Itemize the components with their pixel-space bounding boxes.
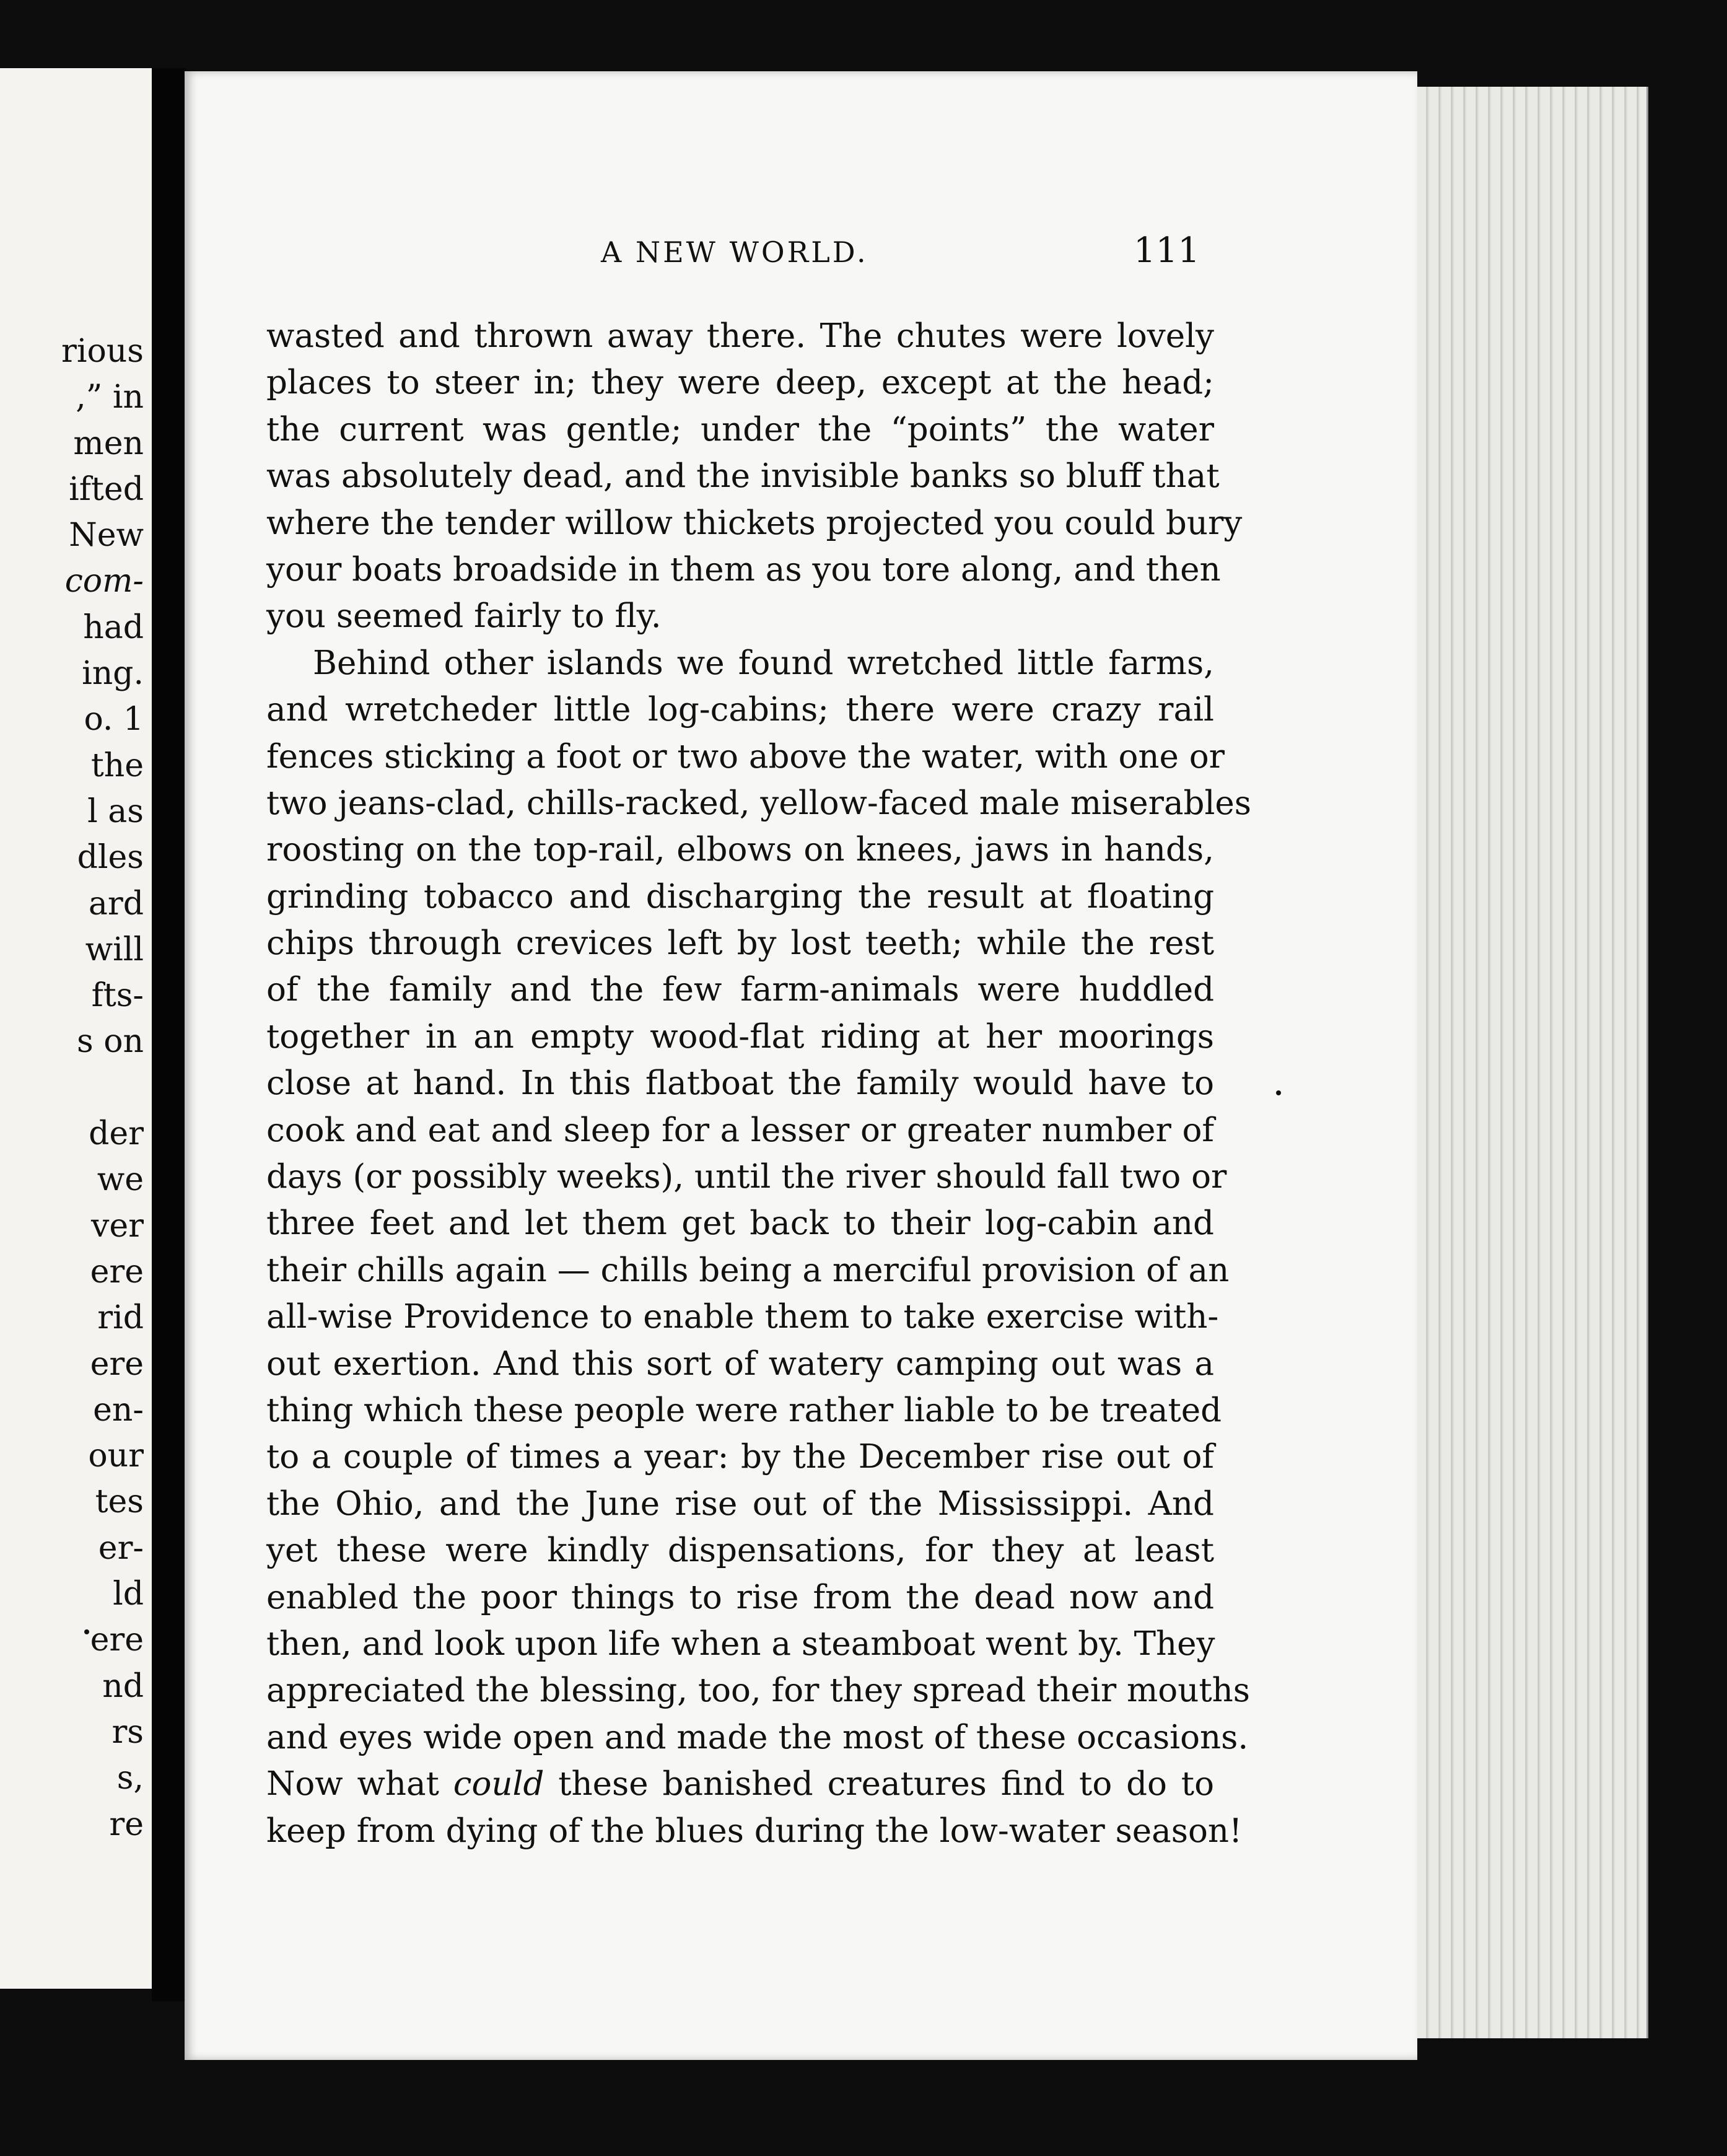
text-line: you seemed fairly to fly. bbox=[266, 597, 662, 636]
left-line: en- bbox=[93, 1391, 144, 1429]
text-line: was absolutely dead, and the invisible banks so bluff that bbox=[266, 457, 1220, 496]
italic-emphasis: could bbox=[453, 1765, 544, 1803]
left-line-italic: com- bbox=[64, 563, 144, 600]
left-line: nd bbox=[102, 1667, 144, 1705]
left-line: fts- bbox=[91, 977, 144, 1015]
text-line: fences sticking a foot or two above the water, with one or bbox=[266, 737, 1225, 776]
left-line: ver bbox=[90, 1207, 144, 1245]
left-line-blank bbox=[0, 1065, 149, 1111]
text-line: keep from dying of the blues during the low-water season! bbox=[266, 1812, 1243, 1850]
text-line: wasted and thrown away there. The chutes were lovely bbox=[266, 317, 1214, 355]
text-segment: these banished creatures find to do to bbox=[544, 1765, 1214, 1803]
text-segment: Now what bbox=[266, 1765, 453, 1803]
text-line: to a couple of times a year: by the December rise out of bbox=[266, 1438, 1214, 1476]
left-line: we bbox=[97, 1161, 144, 1199]
left-line: had bbox=[83, 608, 144, 646]
text-line: where the tender willow thickets projected you could bury bbox=[266, 504, 1243, 542]
left-line: s, bbox=[116, 1759, 144, 1797]
left-line: der bbox=[89, 1115, 144, 1153]
left-line: re bbox=[109, 1805, 144, 1843]
text-line: grinding tobacco and discharging the result at floating bbox=[266, 877, 1214, 916]
ink-speck bbox=[84, 1629, 89, 1634]
text-line: then, and look upon life when a steamboat went by. They bbox=[266, 1624, 1215, 1663]
text-line: chips through crevices left by lost teeth; while the rest bbox=[266, 924, 1214, 963]
running-head: A NEW WORLD. bbox=[601, 235, 868, 269]
left-line: men bbox=[73, 424, 144, 462]
left-line: er- bbox=[98, 1529, 144, 1567]
left-line: rs bbox=[111, 1713, 144, 1751]
left-line: ard bbox=[88, 885, 144, 922]
body-text bbox=[266, 313, 1251, 1854]
text-line: and wretcheder little log-cabins; there were crazy rail bbox=[266, 691, 1214, 729]
left-line: ing. bbox=[82, 655, 144, 693]
text-line: thing which these people were rather liable to be treated bbox=[266, 1391, 1222, 1429]
left-line bbox=[0, 558, 149, 604]
text-line: three feet and let them get back to their log-cabin and bbox=[266, 1204, 1214, 1243]
text-line: places to steer in; they were deep, except at the head; bbox=[266, 364, 1214, 402]
left-line: dles bbox=[77, 839, 144, 877]
left-line: s on bbox=[76, 1023, 144, 1061]
text-line: two jeans-clad, chills-racked, yellow-faced male miserables bbox=[266, 784, 1251, 822]
left-line: ,” in bbox=[76, 379, 144, 416]
text-line: the Ohio, and the June rise out of the Mississippi. And bbox=[266, 1484, 1214, 1523]
page-edges bbox=[1405, 87, 1648, 2038]
text-line: all-wise Providence to enable them to take exercise with- bbox=[266, 1298, 1219, 1336]
left-page-fragment bbox=[0, 68, 152, 1989]
text-line-with-italic bbox=[266, 1761, 1214, 1807]
text-line: yet these were kindly dispensations, for they at least bbox=[266, 1532, 1214, 1570]
text-line: close at hand. In this flatboat the family would have to bbox=[266, 1064, 1214, 1103]
left-line: the bbox=[90, 747, 144, 784]
text-line: cook and eat and sleep for a lesser or greater number of bbox=[266, 1111, 1214, 1149]
left-line: o. 1 bbox=[84, 701, 144, 738]
text-line: together in an empty wood-flat riding at her moorings bbox=[266, 1017, 1214, 1056]
left-page-text bbox=[0, 328, 149, 1847]
left-line: ld bbox=[113, 1575, 144, 1613]
left-line: ere bbox=[90, 1253, 144, 1291]
book-gutter bbox=[152, 68, 186, 2001]
ink-speck bbox=[1276, 1090, 1281, 1095]
left-line: ere bbox=[90, 1345, 144, 1383]
text-line: their chills again — chills being a merciful provision of an bbox=[266, 1251, 1230, 1289]
text-line: days (or possibly weeks), until the river should fall two or bbox=[266, 1158, 1227, 1196]
left-line: rid bbox=[97, 1299, 144, 1337]
left-line: our bbox=[88, 1437, 144, 1475]
text-line: enabled the poor things to rise from the dead now and bbox=[266, 1578, 1214, 1616]
left-line: ifted bbox=[69, 470, 144, 508]
text-line: roosting on the top-rail, elbows on knees, jaws in hands, bbox=[266, 831, 1214, 869]
text-line: Behind other islands we found wretched little farms, bbox=[313, 644, 1214, 682]
text-line: of the family and the few farm-animals were huddled bbox=[266, 971, 1214, 1009]
text-line: and eyes wide open and made the most of these occasions. bbox=[266, 1718, 1249, 1756]
left-line: rious bbox=[61, 333, 144, 370]
text-line: your boats broadside in them as you tore along, and then bbox=[266, 550, 1221, 589]
text-line: the current was gentle; under the “points” the water bbox=[266, 410, 1214, 449]
left-line: ere bbox=[90, 1621, 144, 1659]
left-line: will bbox=[85, 931, 144, 968]
left-line: tes bbox=[95, 1483, 144, 1521]
left-line: l as bbox=[87, 792, 144, 830]
text-line: appreciated the blessing, too, for they spread their mouths bbox=[266, 1672, 1250, 1710]
left-line: New bbox=[69, 517, 144, 554]
text-line: out exertion. And this sort of watery camping out was a bbox=[266, 1344, 1214, 1383]
page-number: 111 bbox=[1134, 230, 1200, 271]
